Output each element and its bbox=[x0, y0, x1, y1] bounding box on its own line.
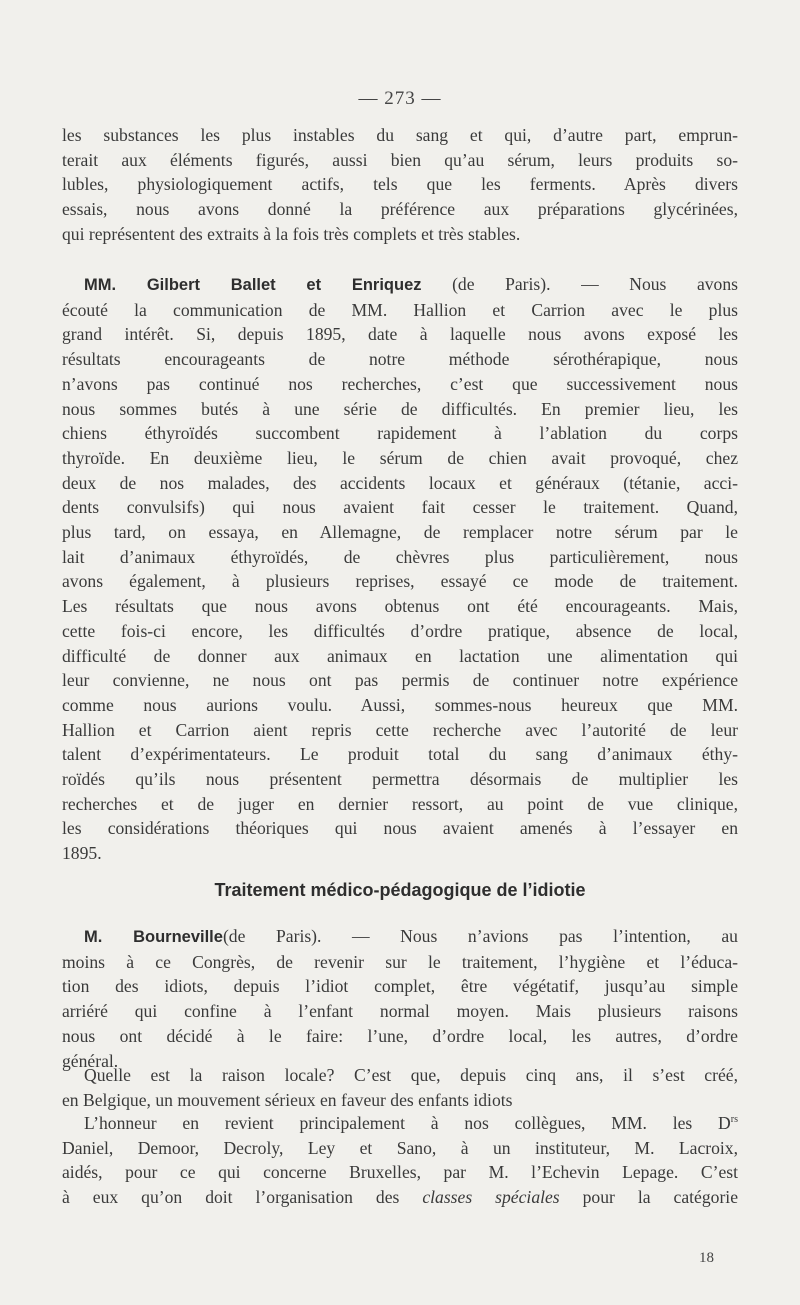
text-line: dents convulsifs) qui nous avaient fait cesser le traitement. Quand, bbox=[62, 497, 738, 518]
text-line: nous ont décidé à le faire: l’une, d’ordre local, les autres, d’ordre bbox=[62, 1025, 738, 1046]
text-line bbox=[62, 1185, 738, 1210]
author-names: MM. Gilbert Ballet et Enriquez bbox=[84, 276, 422, 294]
text-line: nous sommes butés à une série de difficultés. En premier lieu, les bbox=[62, 398, 738, 419]
text-line: n’avons pas continué nos recherches, c’est que successivement nous bbox=[62, 373, 738, 394]
text-line: Les résultats que nous avons obtenus ont été encourageants. Mais, bbox=[62, 596, 738, 617]
superscript: rs bbox=[730, 1114, 738, 1126]
text-line: lubles, physiologiquement actifs, tels que les ferments. Après divers bbox=[62, 174, 738, 195]
italic-term: classes spéciales bbox=[422, 1187, 560, 1208]
text-fragment: L’honneur en revient principalement à nos collègues, MM. les D bbox=[84, 1113, 731, 1133]
text-line: qui représentent des extraits à la fois très complets et très stables. bbox=[62, 223, 521, 244]
text-line: Hallion et Carrion aient repris cette recherche avec l’autorité de leur bbox=[62, 719, 738, 740]
text-line: Daniel, Demoor, Decroly, Ley et Sano, à un instituteur, M. Lacroix, bbox=[62, 1137, 738, 1158]
text-line: les considérations théoriques qui nous avaient amenés à l’essayer en bbox=[62, 818, 738, 839]
text-line: Quelle est la raison locale? C’est que, depuis cinq ans, il s’est créé, bbox=[84, 1065, 738, 1085]
text-line: comme nous aurions voulu. Aussi, sommes-nous heureux que MM. bbox=[62, 694, 738, 715]
text-line: cette fois-ci encore, les difficultés d’ordre pratique, absence de local, bbox=[62, 620, 738, 641]
paragraph-serum-extracts bbox=[62, 123, 738, 247]
text-fragment: (de Paris). — Nous avons bbox=[452, 274, 738, 294]
text-line bbox=[62, 272, 738, 298]
text-fragment: à eux qu’on doit l’organisation des bbox=[62, 1187, 423, 1208]
author-name: M. Bourneville bbox=[84, 928, 223, 946]
text-line: terait aux éléments figurés, aussi bien qu’au sérum, leurs produits so- bbox=[62, 149, 738, 170]
text-line: écouté la communication de MM. Hallion et Carrion avec le plus bbox=[62, 299, 738, 320]
signature-mark: 18 bbox=[699, 1250, 714, 1266]
text-line: lait d’animaux éthyroïdés, de chèvres plus particulièrement, nous bbox=[62, 546, 738, 567]
text-line: aidés, pour ce qui concerne Bruxelles, par M. l’Echevin Lepage. C’est bbox=[62, 1162, 738, 1183]
text-line: leur convienne, ne nous ont pas permis de continuer notre expérience bbox=[62, 670, 738, 691]
text-line: général. bbox=[62, 1050, 119, 1071]
page-number: — 273 — bbox=[358, 88, 442, 109]
section-heading: Traitement médico-pédagogique de l’idiotie bbox=[214, 880, 586, 900]
text-fragment: pour la catégorie bbox=[559, 1187, 738, 1208]
text-line: avons également, à plusieurs reprises, essayé ce mode de traitement. bbox=[62, 571, 738, 592]
paragraph-ballet-enriquez bbox=[62, 272, 738, 866]
text-line: moins à ce Congrès, de revenir sur le traitement, l’hygiène et l’éduca- bbox=[62, 951, 738, 972]
text-line: chiens éthyroïdés succombent rapidement à l’ablation du corps bbox=[62, 423, 738, 444]
paragraph-honneur bbox=[62, 1111, 738, 1210]
text-line: plus tard, on essaya, en Allemagne, de remplacer notre sérum par le bbox=[62, 522, 738, 543]
text-line: deux de nos malades, des accidents locaux et généraux (tétanie, acci- bbox=[62, 472, 738, 493]
text-line: grand intérêt. Si, depuis 1895, date à laquelle nous avons exposé les bbox=[62, 324, 738, 345]
text-line: essais, nous avons donné la préférence aux préparations glycérinées, bbox=[62, 199, 738, 220]
paragraph-bourneville bbox=[62, 924, 738, 1073]
text-line: thyroïde. En deuxième lieu, le sérum de chien avait provoqué, chez bbox=[62, 447, 738, 468]
text-line: recherches et de juger en dernier ressort, au point de vue clinique, bbox=[62, 793, 738, 814]
text-line: résultats encourageants de notre méthode sérothérapique, nous bbox=[62, 349, 738, 370]
text-line: arriéré qui confine à l’enfant normal moyen. Mais plusieurs raisons bbox=[62, 1001, 738, 1022]
text-fragment: (de Paris). — Nous n’avions pas l’intention, au bbox=[222, 926, 738, 946]
text-line: tion des idiots, depuis l’idiot complet, être végétatif, jusqu’au simple bbox=[62, 976, 738, 997]
text-line: 1895. bbox=[62, 843, 102, 864]
text-line bbox=[62, 1111, 738, 1136]
text-line: difficulté de donner aux animaux en lactation une alimentation qui bbox=[62, 645, 738, 666]
text-line: en Belgique, un mouvement sérieux en faveur des enfants idiots bbox=[62, 1089, 513, 1110]
text-line bbox=[62, 924, 738, 950]
text-line: talent d’expérimentateurs. Le produit total du sang d’animaux éthy- bbox=[62, 744, 738, 765]
text-line: roïdés qu’ils nous présentent permettra désormais de multiplier les bbox=[62, 769, 738, 790]
paragraph-raison-locale bbox=[62, 1063, 738, 1112]
text-line: les substances les plus instables du sang et qui, d’autre part, emprun- bbox=[62, 125, 738, 145]
